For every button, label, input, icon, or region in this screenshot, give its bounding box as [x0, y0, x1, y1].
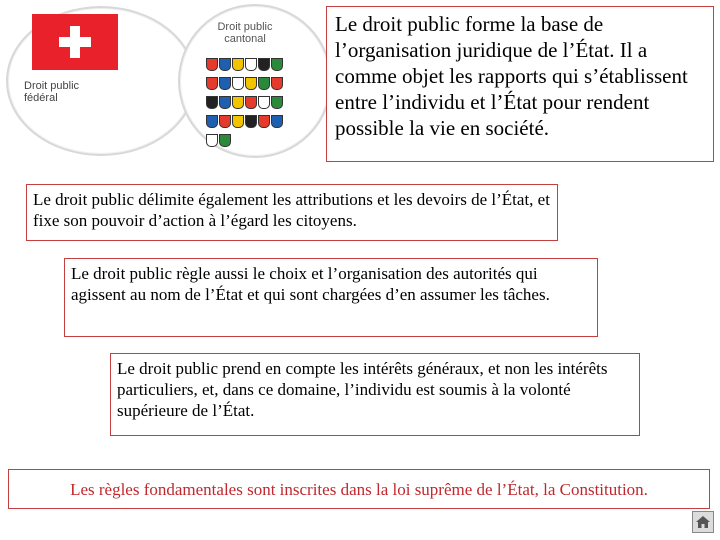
canton-shield-icon [206, 134, 218, 147]
home-icon [695, 515, 711, 529]
canton-shield-icon [258, 77, 270, 90]
canton-shield-icon [206, 96, 218, 109]
canton-shield-icon [219, 134, 231, 147]
canton-shield-icon [232, 77, 244, 90]
cantonal-law-label: Droit public cantonal [217, 21, 273, 45]
law-emblem [0, 0, 330, 160]
constitution-text: Les règles fondamentales sont inscrites dans la loi suprême de l’État, la Constitution. [70, 480, 648, 499]
canton-shield-icon [219, 77, 231, 90]
definition-box [326, 6, 714, 162]
attributions-box [26, 184, 558, 241]
canton-shield-icon [245, 58, 257, 71]
general-interests-text: Le droit public prend en compte les intérêts généraux, et non les intérêts particuliers, et, dans ce domaine, l’individu est soumis à la volonté supérieure de l’État. [117, 359, 608, 420]
definition-text: Le droit public forme la base de l’organisation juridique de l’État. Il a comme objet les rapports qui s’établissent entre l’individu et l’État pour rendent possible la vie en société. [335, 12, 688, 140]
canton-shields-icon [206, 58, 296, 153]
canton-shield-icon [245, 115, 257, 128]
canton-shield-icon [258, 96, 270, 109]
canton-shield-icon [258, 58, 270, 71]
authorities-box [64, 258, 598, 337]
authorities-text: Le droit public règle aussi le choix et l’organisation des autorités qui agissent au nom de l’État et qui sont chargées d’en assumer les tâches. [71, 264, 550, 304]
canton-shield-icon [206, 115, 218, 128]
canton-shield-icon [271, 58, 283, 71]
canton-shield-icon [232, 58, 244, 71]
canton-shield-icon [258, 115, 270, 128]
canton-shield-icon [232, 96, 244, 109]
canton-shield-icon [271, 77, 283, 90]
attributions-text: Le droit public délimite également les attributions et les devoirs de l’État, et fixe son pouvoir d’action à l’égard les citoyens. [33, 190, 550, 230]
canton-shield-icon [245, 77, 257, 90]
canton-shield-icon [245, 96, 257, 109]
canton-shield-icon [219, 115, 231, 128]
canton-shield-icon [271, 96, 283, 109]
canton-shield-icon [232, 115, 244, 128]
constitution-box [8, 469, 710, 509]
canton-shield-icon [206, 77, 218, 90]
federal-law-label: Droit public fédéral [24, 80, 80, 104]
canton-shield-icon [206, 58, 218, 71]
home-button[interactable] [692, 511, 714, 533]
canton-shield-icon [271, 115, 283, 128]
canton-shield-icon [219, 58, 231, 71]
general-interests-box [110, 353, 640, 436]
swiss-flag-icon [32, 14, 118, 70]
canton-shield-icon [219, 96, 231, 109]
